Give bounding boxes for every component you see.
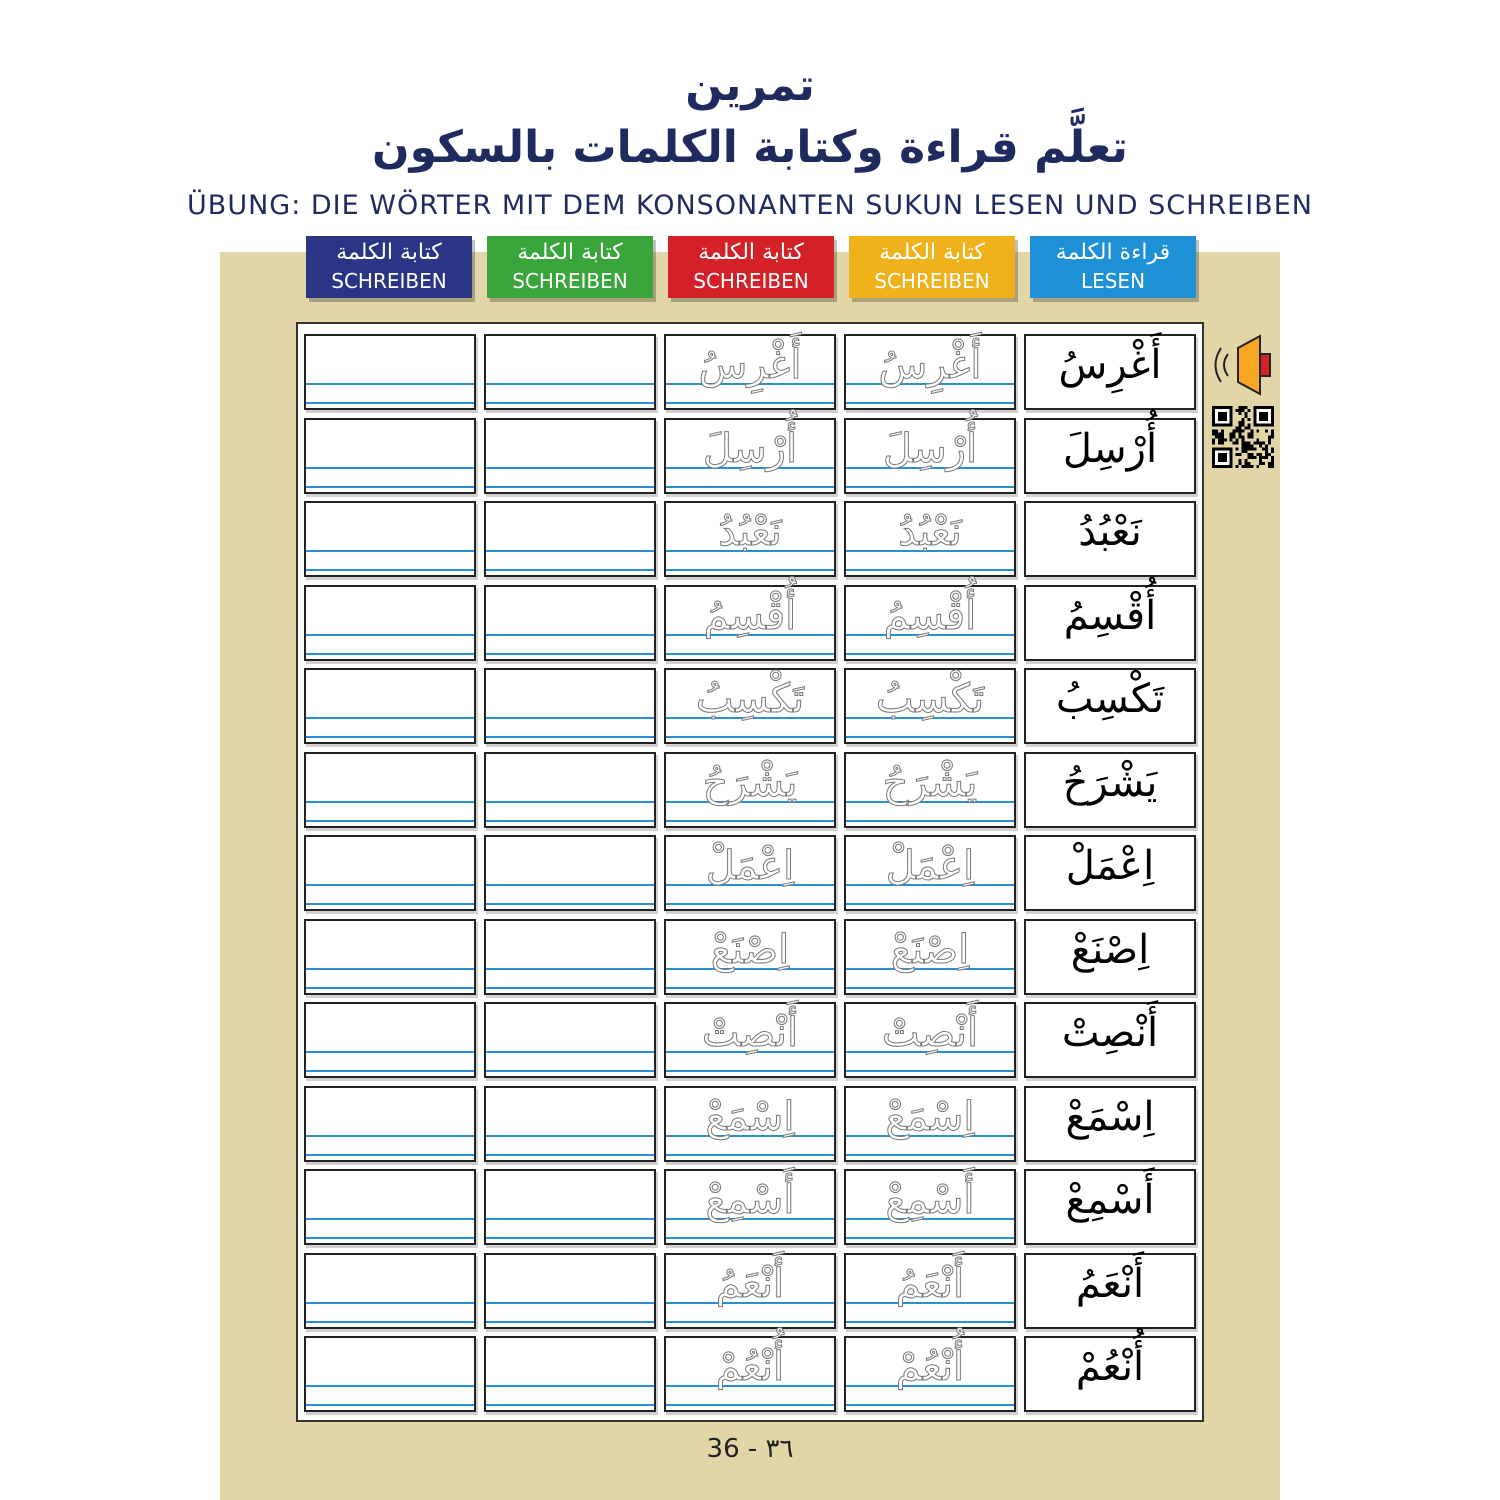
tracing-word: أَغْرِسُ bbox=[698, 342, 802, 388]
column-header-3 bbox=[668, 236, 834, 298]
tracing-word: يَشْرَحُ bbox=[882, 759, 978, 806]
reading-word: اِعْمَلْ bbox=[1065, 843, 1155, 889]
guide-line bbox=[306, 467, 474, 469]
reading-word-cell bbox=[1024, 835, 1196, 911]
tracing-word: أَسْمِعْ bbox=[705, 1177, 795, 1223]
reading-word: أُنْعُمْ bbox=[1075, 1344, 1145, 1390]
guide-line bbox=[486, 1154, 654, 1156]
tracing-cell[interactable] bbox=[844, 334, 1016, 410]
reading-word-cell bbox=[1024, 1253, 1196, 1329]
tracing-word: أَنْعَمُ bbox=[895, 1260, 965, 1307]
guide-line bbox=[666, 569, 834, 571]
writing-cell[interactable] bbox=[484, 418, 656, 494]
speaker-icon[interactable] bbox=[1210, 330, 1280, 400]
guide-line bbox=[306, 1070, 474, 1072]
column-header-4 bbox=[849, 236, 1015, 298]
guide-line bbox=[486, 820, 654, 822]
tracing-cell[interactable] bbox=[844, 585, 1016, 661]
writing-cell[interactable] bbox=[304, 1002, 476, 1078]
tracing-cell[interactable] bbox=[844, 835, 1016, 911]
reading-word-cell bbox=[1024, 334, 1196, 410]
guide-line bbox=[846, 1321, 1014, 1323]
guide-line bbox=[486, 1404, 654, 1406]
guide-line bbox=[306, 653, 474, 655]
tracing-word: تَكْسِبُ bbox=[875, 676, 985, 722]
writing-cell[interactable] bbox=[304, 585, 476, 661]
tracing-cell[interactable] bbox=[844, 1002, 1016, 1078]
reading-word-cell bbox=[1024, 668, 1196, 744]
reading-word-cell bbox=[1024, 1169, 1196, 1245]
guide-line bbox=[306, 1385, 474, 1387]
tracing-cell[interactable] bbox=[664, 418, 836, 494]
reading-word: أُقْسِمُ bbox=[1063, 592, 1157, 639]
writing-cell[interactable] bbox=[484, 919, 656, 995]
guide-line bbox=[666, 1070, 834, 1072]
guide-line bbox=[846, 1404, 1014, 1406]
guide-line bbox=[666, 653, 834, 655]
guide-line bbox=[486, 634, 654, 636]
tracing-cell[interactable] bbox=[664, 1002, 836, 1078]
qr-code-icon[interactable] bbox=[1212, 406, 1274, 468]
guide-line bbox=[486, 1051, 654, 1053]
tracing-word: أُنْعُمْ bbox=[715, 1344, 785, 1390]
column-header-5 bbox=[1030, 236, 1196, 298]
column-header-arabic: كتابة الكلمة bbox=[879, 240, 985, 265]
reading-word-cell bbox=[1024, 585, 1196, 661]
guide-line bbox=[846, 736, 1014, 738]
reading-word: اِصْنَعْ bbox=[1070, 926, 1150, 973]
tracing-word: أُقْسِمُ bbox=[703, 592, 797, 639]
reading-word-cell bbox=[1024, 1086, 1196, 1162]
column-header-arabic: كتابة الكلمة bbox=[517, 240, 623, 265]
title-arabic-exercise: تمرين bbox=[685, 60, 815, 111]
guide-line bbox=[306, 987, 474, 989]
tracing-word: اِسْمَعْ bbox=[885, 1093, 975, 1140]
guide-line bbox=[306, 884, 474, 886]
column-header-arabic: كتابة الكلمة bbox=[336, 240, 442, 265]
tracing-cell[interactable] bbox=[844, 501, 1016, 577]
guide-line bbox=[306, 968, 474, 970]
tracing-word: نَعْبُدُ bbox=[718, 509, 782, 555]
tracing-word: اِصْنَعْ bbox=[710, 926, 790, 973]
reading-word: يَشْرَحُ bbox=[1062, 759, 1158, 806]
subtitle-german: ÜBUNG: DIE WÖRTER MIT DEM KONSONANTEN SUKUN LESEN UND SCHREIBEN bbox=[187, 190, 1313, 221]
reading-word-cell bbox=[1024, 1002, 1196, 1078]
guide-line bbox=[486, 467, 654, 469]
writing-cell[interactable] bbox=[484, 1169, 656, 1245]
writing-cell[interactable] bbox=[484, 334, 656, 410]
writing-cell[interactable] bbox=[304, 668, 476, 744]
guide-line bbox=[846, 402, 1014, 404]
tracing-word: أُنْعُمْ bbox=[895, 1344, 965, 1390]
reading-word: اِسْمَعْ bbox=[1065, 1093, 1155, 1140]
guide-line bbox=[486, 1385, 654, 1387]
tracing-cell[interactable] bbox=[844, 752, 1016, 828]
tracing-word: اِصْنَعْ bbox=[890, 926, 970, 973]
guide-line bbox=[306, 634, 474, 636]
guide-line bbox=[486, 653, 654, 655]
tracing-word: اِعْمَلْ bbox=[885, 843, 975, 889]
guide-line bbox=[306, 1302, 474, 1304]
guide-line bbox=[306, 1154, 474, 1156]
writing-cell[interactable] bbox=[304, 1253, 476, 1329]
guide-line bbox=[486, 717, 654, 719]
tracing-word: أَسْمِعْ bbox=[885, 1177, 975, 1223]
writing-cell[interactable] bbox=[484, 1002, 656, 1078]
guide-line bbox=[306, 1321, 474, 1323]
column-header-arabic: قراءة الكلمة bbox=[1055, 240, 1171, 265]
column-header-german: SCHREIBEN bbox=[693, 269, 809, 293]
guide-line bbox=[666, 1154, 834, 1156]
column-header-2 bbox=[487, 236, 653, 298]
guide-line bbox=[306, 486, 474, 488]
tracing-cell[interactable] bbox=[664, 919, 836, 995]
guide-line bbox=[306, 383, 474, 385]
writing-cell[interactable] bbox=[304, 919, 476, 995]
tracing-cell[interactable] bbox=[664, 835, 836, 911]
tracing-cell[interactable] bbox=[664, 585, 836, 661]
guide-line bbox=[486, 1237, 654, 1239]
title-arabic-instruction: تعلَّم قراءة وكتابة الكلمات بالسكون bbox=[372, 122, 1128, 173]
reading-word-cell bbox=[1024, 1336, 1196, 1412]
page-number: 36 - ٣٦ bbox=[706, 1434, 794, 1464]
guide-line bbox=[306, 569, 474, 571]
guide-line bbox=[486, 884, 654, 886]
guide-line bbox=[846, 486, 1014, 488]
tracing-cell[interactable] bbox=[664, 1169, 836, 1245]
guide-line bbox=[306, 801, 474, 803]
writing-cell[interactable] bbox=[484, 1336, 656, 1412]
guide-line bbox=[666, 736, 834, 738]
guide-line bbox=[306, 1135, 474, 1137]
tracing-word: تَكْسِبُ bbox=[695, 676, 805, 722]
guide-line bbox=[306, 1404, 474, 1406]
guide-line bbox=[846, 1154, 1014, 1156]
guide-line bbox=[306, 402, 474, 404]
guide-line bbox=[486, 1135, 654, 1137]
guide-line bbox=[486, 550, 654, 552]
writing-cell[interactable] bbox=[304, 752, 476, 828]
guide-line bbox=[846, 653, 1014, 655]
guide-line bbox=[486, 1218, 654, 1220]
reading-word: أَنْصِتْ bbox=[1061, 1010, 1159, 1056]
tracing-word: أُرْسِلَ bbox=[882, 425, 978, 472]
guide-line bbox=[486, 1321, 654, 1323]
guide-line bbox=[306, 736, 474, 738]
tracing-cell[interactable] bbox=[844, 418, 1016, 494]
writing-cell[interactable] bbox=[304, 334, 476, 410]
writing-cell[interactable] bbox=[484, 501, 656, 577]
guide-line bbox=[486, 736, 654, 738]
guide-line bbox=[306, 1051, 474, 1053]
worksheet-grid bbox=[296, 322, 1204, 1422]
writing-cell[interactable] bbox=[304, 418, 476, 494]
guide-line bbox=[486, 968, 654, 970]
tracing-cell[interactable] bbox=[664, 668, 836, 744]
guide-line bbox=[666, 1237, 834, 1239]
guide-line bbox=[306, 903, 474, 905]
tracing-cell[interactable] bbox=[844, 1169, 1016, 1245]
guide-line bbox=[486, 383, 654, 385]
writing-cell[interactable] bbox=[484, 1253, 656, 1329]
guide-line bbox=[486, 987, 654, 989]
reading-word: أُرْسِلَ bbox=[1062, 425, 1158, 472]
guide-line bbox=[666, 1404, 834, 1406]
tracing-word: يَشْرَحُ bbox=[702, 759, 798, 806]
guide-line bbox=[486, 1070, 654, 1072]
guide-line bbox=[486, 486, 654, 488]
tracing-cell[interactable] bbox=[664, 501, 836, 577]
reading-word-cell bbox=[1024, 418, 1196, 494]
guide-line bbox=[666, 1321, 834, 1323]
tracing-cell[interactable] bbox=[664, 1336, 836, 1412]
tracing-cell[interactable] bbox=[844, 1253, 1016, 1329]
writing-cell[interactable] bbox=[304, 1169, 476, 1245]
guide-line bbox=[666, 820, 834, 822]
tracing-word: أَغْرِسُ bbox=[878, 342, 982, 388]
reading-word: أَغْرِسُ bbox=[1058, 342, 1162, 388]
reading-word-cell bbox=[1024, 752, 1196, 828]
guide-line bbox=[666, 987, 834, 989]
tracing-word: أَنْصِتْ bbox=[881, 1010, 979, 1056]
writing-cell[interactable] bbox=[484, 1086, 656, 1162]
reading-word: تَكْسِبُ bbox=[1055, 676, 1165, 722]
reading-word: أَنْعَمُ bbox=[1075, 1260, 1145, 1307]
guide-line bbox=[306, 717, 474, 719]
guide-line bbox=[306, 550, 474, 552]
tracing-word: نَعْبُدُ bbox=[898, 509, 962, 555]
tracing-cell[interactable] bbox=[664, 334, 836, 410]
guide-line bbox=[846, 903, 1014, 905]
tracing-cell[interactable] bbox=[664, 1253, 836, 1329]
reading-word-cell bbox=[1024, 919, 1196, 995]
guide-line bbox=[486, 801, 654, 803]
writing-cell[interactable] bbox=[484, 585, 656, 661]
guide-line bbox=[846, 987, 1014, 989]
writing-cell[interactable] bbox=[484, 752, 656, 828]
column-header-1 bbox=[306, 236, 472, 298]
column-header-german: LESEN bbox=[1080, 269, 1146, 293]
tracing-cell[interactable] bbox=[844, 668, 1016, 744]
writing-cell[interactable] bbox=[304, 835, 476, 911]
column-header-german: SCHREIBEN bbox=[512, 269, 628, 293]
column-header-german: SCHREIBEN bbox=[331, 269, 447, 293]
tracing-cell[interactable] bbox=[664, 1086, 836, 1162]
reading-word: نَعْبُدُ bbox=[1078, 509, 1142, 555]
reading-word-cell bbox=[1024, 501, 1196, 577]
writing-cell[interactable] bbox=[484, 835, 656, 911]
guide-line bbox=[306, 820, 474, 822]
tracing-word: أَنْعَمُ bbox=[715, 1260, 785, 1307]
writing-cell[interactable] bbox=[304, 1086, 476, 1162]
column-header-german: SCHREIBEN bbox=[874, 269, 990, 293]
guide-line bbox=[486, 903, 654, 905]
guide-line bbox=[846, 1070, 1014, 1072]
guide-line bbox=[486, 569, 654, 571]
guide-line bbox=[306, 1237, 474, 1239]
tracing-word: اِسْمَعْ bbox=[705, 1093, 795, 1140]
writing-cell[interactable] bbox=[304, 501, 476, 577]
guide-line bbox=[846, 569, 1014, 571]
guide-line bbox=[486, 1302, 654, 1304]
writing-cell[interactable] bbox=[304, 1336, 476, 1412]
writing-cell[interactable] bbox=[484, 668, 656, 744]
tracing-cell[interactable] bbox=[664, 752, 836, 828]
guide-line bbox=[666, 402, 834, 404]
guide-line bbox=[846, 820, 1014, 822]
guide-line bbox=[846, 1237, 1014, 1239]
guide-line bbox=[666, 486, 834, 488]
tracing-cell[interactable] bbox=[844, 1336, 1016, 1412]
tracing-cell[interactable] bbox=[844, 1086, 1016, 1162]
guide-line bbox=[666, 903, 834, 905]
guide-line bbox=[306, 1218, 474, 1220]
tracing-word: أَنْصِتْ bbox=[701, 1010, 799, 1056]
tracing-word: أُرْسِلَ bbox=[702, 425, 798, 472]
tracing-cell[interactable] bbox=[844, 919, 1016, 995]
column-header-arabic: كتابة الكلمة bbox=[698, 240, 804, 265]
guide-line bbox=[486, 402, 654, 404]
tracing-word: أُقْسِمُ bbox=[883, 592, 977, 639]
reading-word: أَسْمِعْ bbox=[1065, 1177, 1155, 1223]
tracing-word: اِعْمَلْ bbox=[705, 843, 795, 889]
